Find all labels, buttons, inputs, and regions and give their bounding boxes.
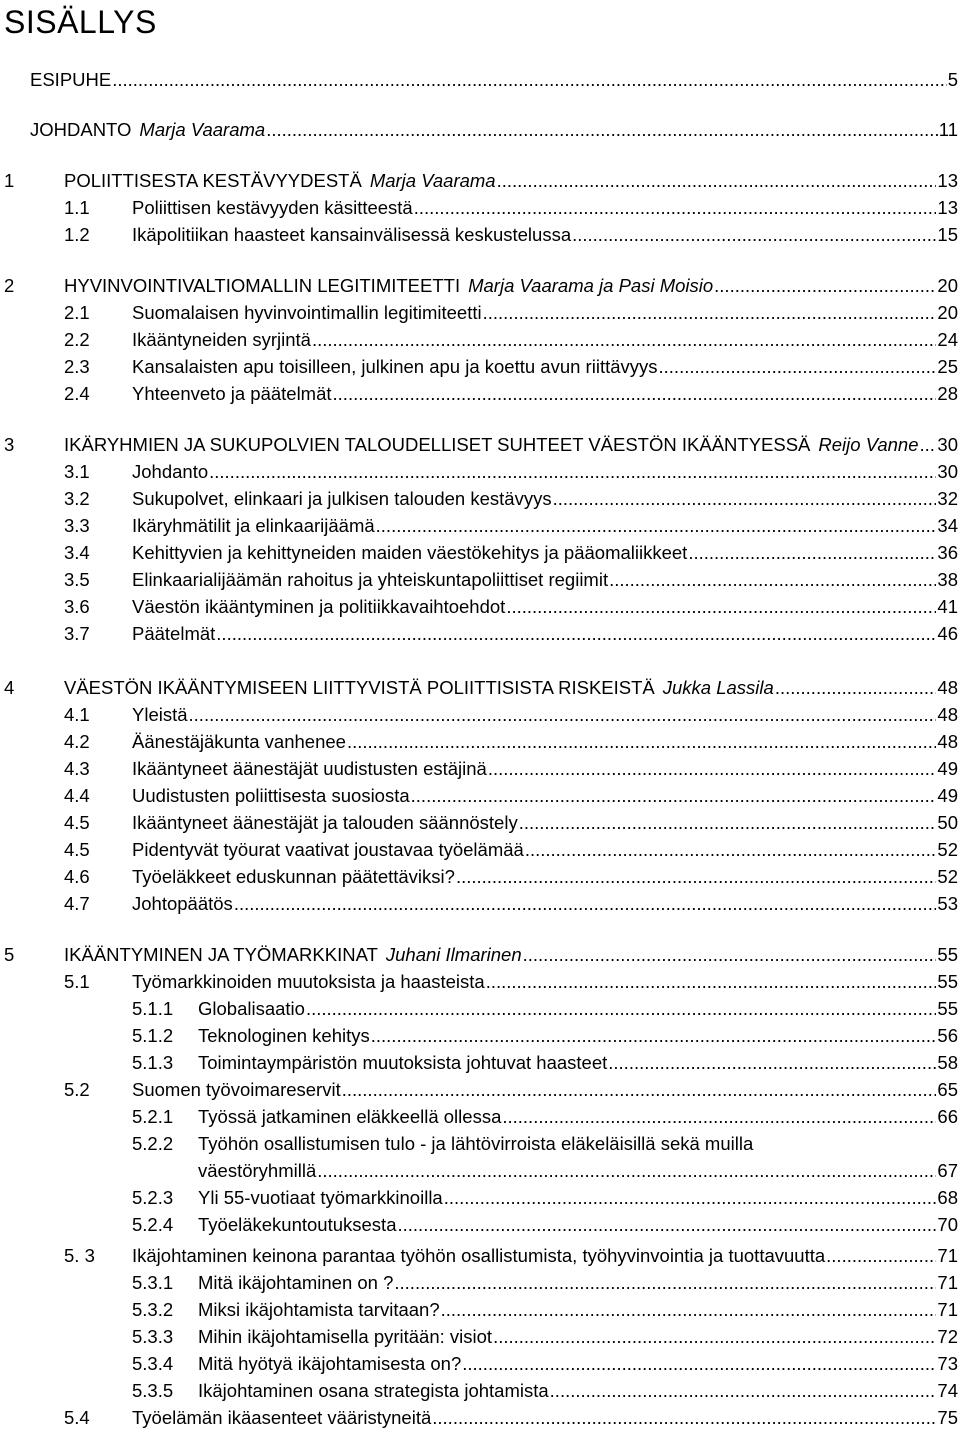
toc-entry-title: Mitä hyötyä ikäjohtamisesta on? <box>198 1353 462 1374</box>
toc-entry-page-number: 11 <box>938 119 958 140</box>
dot-leader <box>441 1297 937 1323</box>
toc-entry-body <box>132 621 958 647</box>
toc-entry-number: 4.7 <box>64 893 90 914</box>
toc-entry-number: 5.3.3 <box>132 1326 174 1347</box>
dot-leader <box>826 1243 936 1269</box>
toc-entry-page-number: 49 <box>937 758 958 779</box>
toc-entry-number: 1 <box>4 170 15 191</box>
dot-leader <box>525 837 937 863</box>
toc-entry-page-number: 66 <box>937 1106 958 1127</box>
toc-entry-number: 5 <box>4 944 15 965</box>
toc-entry <box>0 702 958 728</box>
toc-entry <box>0 1324 958 1350</box>
toc-entry <box>0 540 958 566</box>
toc-entry-page-number: 72 <box>937 1326 958 1347</box>
toc-entry-body <box>132 969 958 995</box>
toc-entry-body <box>198 1104 958 1130</box>
toc-entry-title: Yli 55-vuotiaat työmarkkinoilla <box>198 1187 443 1208</box>
dot-leader <box>234 891 937 917</box>
toc-entry-body <box>198 1023 958 1049</box>
toc-entry-body <box>132 327 958 353</box>
toc-entry <box>0 783 958 809</box>
toc-entry-page-number: 65 <box>937 1079 958 1100</box>
dot-leader <box>394 1270 936 1296</box>
toc-entry <box>0 1405 958 1431</box>
toc-entry <box>0 996 958 1022</box>
toc-entry-page-number: 13 <box>937 197 958 218</box>
toc-entry-title: Yhteenveto ja päätelmät <box>132 383 332 404</box>
dot-leader <box>688 540 936 566</box>
toc-entry-page-number: 53 <box>937 893 958 914</box>
toc-entry-page-number: 20 <box>937 302 958 323</box>
toc-entry <box>0 1158 958 1184</box>
dot-leader <box>317 1158 936 1184</box>
toc-entry-number: 4.3 <box>64 758 90 779</box>
toc-entry-page-number: 52 <box>937 866 958 887</box>
dot-leader <box>483 300 937 326</box>
dot-leader <box>488 756 937 782</box>
toc-entry-number: 5.2.1 <box>132 1106 174 1127</box>
toc-entry-number: 2.4 <box>64 383 90 404</box>
toc-entry-number: 5.1 <box>64 971 90 992</box>
toc-entry <box>0 1378 958 1404</box>
toc-entry-body <box>132 459 958 485</box>
toc-entry <box>0 1185 958 1211</box>
toc-entry <box>0 273 958 299</box>
toc-entry-body <box>132 756 958 782</box>
dot-leader <box>411 783 937 809</box>
toc-entry-body <box>132 837 958 863</box>
toc-entry-number: 5.1.1 <box>132 998 174 1019</box>
toc-entry-number: 5.2 <box>64 1079 90 1100</box>
toc-entry-title: Ikäryhmätilit ja elinkaarijäämä <box>132 515 375 536</box>
toc-entry-author: Juhani Ilmarinen <box>385 944 522 965</box>
toc-entry-title: Ikääntyneiden syrjintä <box>132 329 311 350</box>
toc-entry-page-number: 71 <box>937 1272 958 1293</box>
toc-entry <box>0 222 958 248</box>
dot-leader <box>209 459 936 485</box>
dot-leader <box>609 567 936 593</box>
toc-entry-number: 3.7 <box>64 623 90 644</box>
toc-entry-page-number: 56 <box>937 1025 958 1046</box>
toc-entry-title: Työelämän ikäasenteet vääristyneitä <box>132 1407 432 1428</box>
dot-leader <box>112 67 946 93</box>
toc-entry <box>0 459 958 485</box>
toc-entry-title: Työeläkkeet eduskunnan päätettäviksi? <box>132 866 455 887</box>
dot-leader <box>714 273 936 299</box>
toc-entry-body <box>198 1324 958 1350</box>
toc-entry-title: Teknologinen kehitys <box>198 1025 370 1046</box>
toc-entry-page-number: 52 <box>937 839 958 860</box>
dot-leader <box>398 1212 937 1238</box>
toc-entry-page-number: 58 <box>937 1052 958 1073</box>
toc-entry-title: Sukupolvet, elinkaari ja julkisen talouden kestävyys <box>132 488 552 509</box>
toc-entry-body <box>198 1297 958 1323</box>
toc-entry-body <box>198 1131 958 1157</box>
toc-entry <box>0 891 958 917</box>
toc-entry-title: Johdanto <box>132 461 209 482</box>
toc-entry-number: 4.1 <box>64 704 90 725</box>
toc-entry-number: 2.3 <box>64 356 90 377</box>
toc-entry <box>0 168 958 194</box>
toc-entry-page-number: 28 <box>937 383 958 404</box>
toc-entry-number: 3.5 <box>64 569 90 590</box>
dot-leader <box>497 168 937 194</box>
toc-entry-body <box>132 567 958 593</box>
toc-entry-title: Elinkaarialijäämän rahoitus ja yhteiskuntapoliittiset regiimit <box>132 569 609 590</box>
toc-entry-number: 5.4 <box>64 1407 90 1428</box>
toc-entry-number: 5.1.3 <box>132 1052 174 1073</box>
toc-entry <box>0 327 958 353</box>
toc-entry-body <box>198 1158 958 1184</box>
toc-entry-title: VÄESTÖN IKÄÄNTYMISEEN LIITTYVISTÄ POLIITTISISTA RISKEISTÄ <box>64 677 655 698</box>
toc-entry-page-number: 71 <box>937 1245 958 1266</box>
toc-entry-number: 3.4 <box>64 542 90 563</box>
dot-leader <box>659 354 937 380</box>
toc-entry-number: 4.4 <box>64 785 90 806</box>
toc-entry-body <box>198 1351 958 1377</box>
toc-entry-page-number: 49 <box>937 785 958 806</box>
toc-entry <box>0 1270 958 1296</box>
toc-entry-number: 5.3.4 <box>132 1353 174 1374</box>
toc-entry-title: Toimintaympäristön muutoksista johtuvat haasteet <box>198 1052 608 1073</box>
dot-leader <box>414 195 937 221</box>
dot-leader <box>502 1104 936 1130</box>
toc-entry-page-number: 68 <box>937 1187 958 1208</box>
toc-entry-author: Marja Vaarama ja Pasi Moisio <box>468 275 714 296</box>
toc-entry-number: 3.1 <box>64 461 90 482</box>
toc-entry-author: Marja Vaarama <box>139 119 266 140</box>
dot-leader <box>376 513 937 539</box>
toc-entry-page-number: 20 <box>937 275 958 296</box>
toc-entry <box>0 1243 958 1269</box>
toc-entry-page-number: 24 <box>937 329 958 350</box>
toc-entry-body <box>64 168 958 194</box>
toc-entry-body <box>30 67 958 93</box>
dot-leader <box>444 1185 937 1211</box>
toc-entry <box>0 1077 958 1103</box>
dot-leader <box>550 1378 937 1404</box>
toc-entry-number: 4.2 <box>64 731 90 752</box>
toc-entry-body <box>132 381 958 407</box>
toc-entry-title: Äänestäjäkunta vanhenee <box>132 731 346 752</box>
toc-entry-body <box>198 1050 958 1076</box>
toc-entry-title: Työeläkekuntoutuksesta <box>198 1214 397 1235</box>
dot-leader <box>775 675 937 701</box>
toc-entry-body <box>30 117 958 143</box>
toc-entry-page-number: 38 <box>937 569 958 590</box>
toc-entry-body <box>132 729 958 755</box>
toc-entry-number: 2 <box>4 275 15 296</box>
toc-entry-body <box>132 354 958 380</box>
toc-entry-page-number: 30 <box>937 434 958 455</box>
toc-entry <box>0 675 958 701</box>
toc-entry-body <box>132 1243 958 1269</box>
toc-entry-body <box>198 996 958 1022</box>
toc-entry-title: Uudistusten poliittisesta suosiosta <box>132 785 410 806</box>
dot-leader <box>462 1351 936 1377</box>
dot-leader <box>312 327 936 353</box>
dot-leader <box>506 594 936 620</box>
dot-leader <box>306 996 936 1022</box>
toc-entry-title: väestöryhmillä <box>198 1160 317 1181</box>
dot-leader <box>920 432 937 458</box>
toc-entry-page-number: 55 <box>937 971 958 992</box>
toc-entry-title: Mitä ikäjohtaminen on ? <box>198 1272 394 1293</box>
toc-entry <box>0 1023 958 1049</box>
toc-entry <box>0 381 958 407</box>
dot-leader <box>347 729 936 755</box>
toc-entry-page-number: 74 <box>937 1380 958 1401</box>
toc-entry <box>0 67 958 93</box>
toc-entry-title: Ikääntyneet äänestäjät uudistusten estäjinä <box>132 758 487 779</box>
dot-leader <box>486 969 937 995</box>
toc-entry <box>0 594 958 620</box>
toc-entry <box>0 1131 958 1157</box>
toc-entry-number: 4 <box>4 677 15 698</box>
toc-entry-title: ESIPUHE <box>30 69 112 90</box>
toc-entry-page-number: 15 <box>937 224 958 245</box>
toc-entry-body <box>198 1378 958 1404</box>
toc-entry-body <box>198 1212 958 1238</box>
toc-entry <box>0 567 958 593</box>
toc-entry-page-number: 55 <box>937 944 958 965</box>
toc-entry-page-number: 32 <box>937 488 958 509</box>
toc-entry-title: HYVINVOINTIVALTIOMALLIN LEGITIMITEETTI <box>64 275 461 296</box>
dot-leader <box>371 1023 937 1049</box>
toc-entry-body <box>132 540 958 566</box>
toc-entry-body <box>132 1077 958 1103</box>
toc-entry-body <box>132 222 958 248</box>
toc-entry <box>0 942 958 968</box>
toc-entry <box>0 729 958 755</box>
toc-entry-page-number: 5 <box>947 69 958 90</box>
toc-entry-title: Suomalaisen hyvinvointimallin legitimiteetti <box>132 302 482 323</box>
toc-entry-title: JOHDANTO <box>30 119 132 140</box>
toc-entry-author: Reijo Vanne <box>818 434 919 455</box>
dot-leader <box>432 1405 936 1431</box>
toc-entry-title: Ikäjohtaminen keinona parantaa työhön osallistumista, työhyvinvointia ja tuottavuutta <box>132 1245 826 1266</box>
toc-entry <box>0 621 958 647</box>
toc-entry <box>0 864 958 890</box>
toc-entry-page-number: 55 <box>937 998 958 1019</box>
toc-entry-page-number: 50 <box>937 812 958 833</box>
toc-entry-number: 3.2 <box>64 488 90 509</box>
toc-entry-number: 2.1 <box>64 302 90 323</box>
dot-leader <box>333 381 937 407</box>
toc-entry-body <box>64 942 958 968</box>
toc-entry-page-number: 48 <box>937 704 958 725</box>
dot-leader <box>189 702 937 728</box>
toc-entry-number: 1.2 <box>64 224 90 245</box>
toc-entry-body <box>132 486 958 512</box>
toc-entry-page-number: 13 <box>937 170 958 191</box>
dot-leader <box>519 810 937 836</box>
toc-entry-title: Ikääntyneet äänestäjät ja talouden säännöstely <box>132 812 518 833</box>
toc-entry-page-number: 36 <box>937 542 958 563</box>
toc-entry-title: Työmarkkinoiden muutoksista ja haasteista <box>132 971 485 992</box>
toc-entry-number: 5.3.2 <box>132 1299 174 1320</box>
toc-entry-number: 5.1.2 <box>132 1025 174 1046</box>
toc-entry-title: Globalisaatio <box>198 998 305 1019</box>
toc-entry-title: Suomen työvoimareservit <box>132 1079 341 1100</box>
toc-entry-number: 5.3.1 <box>132 1272 174 1293</box>
toc-entry-body <box>132 891 958 917</box>
toc-entry-page-number: 25 <box>937 356 958 377</box>
toc-entry-body <box>132 810 958 836</box>
toc-entry-author: Marja Vaarama <box>369 170 496 191</box>
toc-entry-body <box>132 1405 958 1431</box>
toc-entry-title: Pidentyvät työurat vaativat joustavaa työelämää <box>132 839 524 860</box>
toc-entry-page-number: 70 <box>937 1214 958 1235</box>
toc-entry <box>0 1050 958 1076</box>
toc-entry <box>0 1351 958 1377</box>
toc-entry-number: 5.3.5 <box>132 1380 174 1401</box>
toc-entry-body <box>132 783 958 809</box>
toc-entry-body <box>198 1270 958 1296</box>
toc-entry <box>0 432 958 458</box>
toc-entry-number: 4.5 <box>64 812 90 833</box>
toc-entry-title: Mihin ikäjohtamisella pyritään: visiot <box>198 1326 493 1347</box>
toc-entry <box>0 300 958 326</box>
toc-entry <box>0 1297 958 1323</box>
toc-entry-title: Työhön osallistumisen tulo - ja lähtövirroista eläkeläisillä sekä muilla <box>198 1133 754 1154</box>
dot-leader <box>216 621 936 647</box>
toc-entry-number: 3.6 <box>64 596 90 617</box>
toc-entry-body <box>132 594 958 620</box>
toc-entry-title: Ikäjohtaminen osana strategista johtamista <box>198 1380 549 1401</box>
dot-leader <box>493 1324 936 1350</box>
toc-entry-title: Työssä jatkaminen eläkkeellä ollessa <box>198 1106 502 1127</box>
toc-entry-number: 2.2 <box>64 329 90 350</box>
toc-entry-body <box>132 513 958 539</box>
toc-entry-number: 4.6 <box>64 866 90 887</box>
toc-entry-author: Jukka Lassila <box>662 677 774 698</box>
dot-leader <box>523 942 937 968</box>
toc-entry-number: 3 <box>4 434 15 455</box>
toc-entry-title: Miksi ikäjohtamista tarvitaan? <box>198 1299 440 1320</box>
dot-leader <box>572 222 936 248</box>
page-title: SISÄLLYS <box>4 4 157 40</box>
toc-entry-page-number: 34 <box>937 515 958 536</box>
toc-entry-page-number: 48 <box>937 677 958 698</box>
toc-entry-number: 1.1 <box>64 197 90 218</box>
toc-entry-page-number: 67 <box>937 1160 958 1181</box>
toc-entry-title: Päätelmät <box>132 623 216 644</box>
toc-entry-page-number: 48 <box>937 731 958 752</box>
toc-entry-title: Kansalaisten apu toisilleen, julkinen apu ja koettu avun riittävyys <box>132 356 658 377</box>
toc-entry <box>0 195 958 221</box>
dot-leader <box>342 1077 937 1103</box>
toc-entry-page-number: 30 <box>937 461 958 482</box>
toc-entry-title: POLIITTISESTA KESTÄVYYDESTÄ <box>64 170 362 191</box>
toc-entry-page-number: 41 <box>937 596 958 617</box>
toc-entry <box>0 354 958 380</box>
toc-entry-number: 5. 3 <box>64 1245 95 1266</box>
toc-entry-title: IKÄRYHMIEN JA SUKUPOLVIEN TALOUDELLISET SUHTEET VÄESTÖN IKÄÄNTYESSÄ <box>64 434 811 455</box>
toc-entry <box>0 1104 958 1130</box>
toc-entry <box>0 1212 958 1238</box>
toc-entry-page-number: 46 <box>937 623 958 644</box>
toc-entry <box>0 486 958 512</box>
toc-entry-number: 3.3 <box>64 515 90 536</box>
toc-entry-body <box>64 675 958 701</box>
toc-entry-number: 5.2.3 <box>132 1187 174 1208</box>
toc-entry-body <box>64 273 958 299</box>
dot-leader <box>553 486 937 512</box>
toc-entry-body <box>132 195 958 221</box>
toc-entry-body <box>132 300 958 326</box>
toc-entry-body <box>64 432 958 458</box>
dot-leader <box>456 864 936 890</box>
toc-entry <box>0 969 958 995</box>
toc-entry-page-number: 75 <box>937 1407 958 1428</box>
toc-entry-title: Johtopäätös <box>132 893 233 914</box>
toc-entry-body <box>132 702 958 728</box>
toc-entry-number: 4.5 <box>64 839 90 860</box>
toc-entry-title: Kehittyvien ja kehittyneiden maiden väestökehitys ja pääomaliikkeet <box>132 542 688 563</box>
toc-entry-title: IKÄÄNTYMINEN JA TYÖMARKKINAT <box>64 944 378 965</box>
dot-leader <box>608 1050 936 1076</box>
toc-entry-number: 5.2.4 <box>132 1214 174 1235</box>
toc-entry-page-number: 73 <box>937 1353 958 1374</box>
dot-leader <box>266 117 938 143</box>
toc-entry-body <box>198 1185 958 1211</box>
toc-entry-title: Poliittisen kestävyyden käsitteestä <box>132 197 413 218</box>
toc-entry <box>0 837 958 863</box>
toc-entry <box>0 756 958 782</box>
toc-entry-number: 5.2.2 <box>132 1133 174 1154</box>
toc-entry-title: Yleistä <box>132 704 188 725</box>
toc-entry-title: Väestön ikääntyminen ja politiikkavaihtoehdot <box>132 596 506 617</box>
toc-entry-body <box>132 864 958 890</box>
toc-entry <box>0 810 958 836</box>
toc-entry-page-number: 71 <box>937 1299 958 1320</box>
toc-entry <box>0 513 958 539</box>
toc-entry-title: Ikäpolitiikan haasteet kansainvälisessä keskustelussa <box>132 224 572 245</box>
toc-entry <box>0 117 958 143</box>
